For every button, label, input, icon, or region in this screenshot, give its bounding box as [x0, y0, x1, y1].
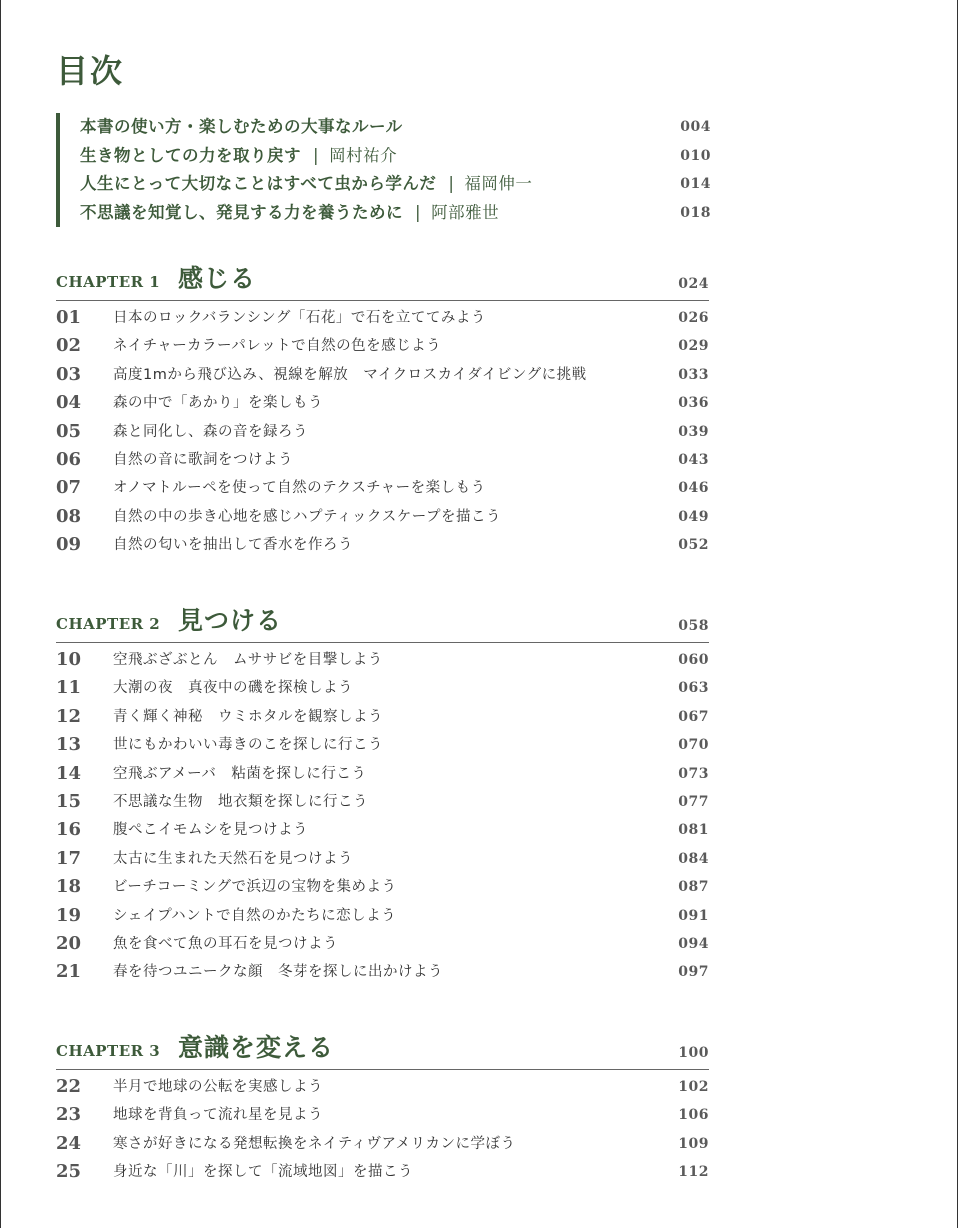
item-number: 14	[56, 762, 82, 784]
page-number: 102	[678, 1079, 709, 1095]
list-item	[56, 930, 709, 958]
chapter-items	[56, 1073, 709, 1187]
list-item	[56, 703, 709, 731]
item-title: 地球を背負って流れ星を見よう	[113, 1107, 323, 1124]
page-number: 109	[678, 1135, 709, 1152]
item-title: 日本のロックバランシング「石花」で石を立ててみよう	[113, 310, 486, 326]
intro-title: 生き物としての力を取り戻す | 岡村祐介	[80, 145, 398, 165]
intro-item	[80, 170, 711, 199]
item-number: 04	[56, 392, 82, 414]
item-title: 大潮の夜 真夜中の磯を探検しよう	[113, 680, 353, 697]
item-number: 21	[56, 961, 82, 983]
chapter-items	[56, 304, 709, 560]
item-title: 身近な「川」を探して「流域地図」を描こう	[113, 1164, 413, 1181]
page-number: 043	[678, 451, 709, 468]
list-item	[56, 1101, 709, 1129]
item-title: 不思議な生物 地衣類を探しに行こう	[113, 793, 368, 810]
item-title: オノマトルーペを使って自然のテクスチャーを楽しもう	[113, 480, 486, 497]
author-name: 阿部雅世	[431, 202, 500, 222]
list-item	[56, 332, 709, 360]
item-title: 空飛ぶアメーバ 粘菌を探しに行こう	[113, 765, 367, 782]
item-number: 20	[56, 932, 82, 954]
item-number: 05	[56, 420, 82, 442]
separator: |	[448, 174, 455, 193]
list-item	[56, 816, 709, 844]
item-number: 03	[56, 363, 82, 385]
intro-item	[80, 113, 711, 142]
item-number: 23	[56, 1104, 82, 1126]
list-item	[56, 1130, 709, 1158]
item-title: 青く輝く神秘 ウミホタルを観察しよう	[113, 708, 383, 725]
list-item	[56, 958, 709, 986]
page-number: 046	[678, 480, 709, 497]
list-item	[56, 389, 709, 417]
page-number: 097	[678, 964, 709, 981]
page-number: 106	[678, 1107, 709, 1124]
page-number: 091	[678, 907, 709, 924]
chapter-title: 見つける	[178, 606, 283, 635]
chapter-label: CHAPTER 2	[56, 615, 161, 633]
item-number: 17	[56, 847, 82, 869]
chapter-1	[56, 258, 709, 560]
item-number: 08	[56, 505, 82, 527]
chapter-title: 意識を変える	[178, 1033, 335, 1062]
chapter-label: CHAPTER 3	[56, 1042, 161, 1060]
item-title: 高度1mから飛び込み、視線を解放 マイクロスカイダイビングに挑戦	[113, 366, 587, 383]
item-title: 腹ぺこイモムシを見つけよう	[113, 822, 308, 839]
item-title: 自然の中の歩き心地を感じハプティックスケープを描こう	[113, 508, 501, 525]
list-item	[56, 304, 709, 332]
author-name: 岡村祐介	[329, 145, 398, 165]
page-number: 049	[678, 508, 709, 525]
page-number: 073	[678, 765, 709, 782]
page-number: 014	[680, 176, 711, 192]
separator: |	[313, 145, 320, 165]
item-title: 半月で地球の公転を実感しよう	[113, 1079, 323, 1095]
page-number: 087	[678, 879, 709, 896]
item-number: 10	[56, 649, 82, 670]
item-title: 春を待つユニークな顔 冬芽を探しに出かけよう	[113, 964, 443, 981]
page-number: 018	[680, 204, 711, 221]
separator: |	[415, 202, 422, 222]
item-number: 25	[56, 1161, 82, 1183]
item-number: 16	[56, 819, 82, 841]
page-number: 081	[678, 822, 709, 839]
item-number: 24	[56, 1132, 82, 1154]
list-item	[56, 1158, 709, 1186]
chapter-2	[56, 600, 709, 987]
chapter-label: CHAPTER 1	[56, 273, 161, 291]
item-number: 22	[56, 1076, 82, 1097]
chapter-title: 感じる	[178, 264, 257, 293]
item-number: 18	[56, 876, 82, 898]
list-item	[56, 361, 709, 389]
page-number: 084	[678, 850, 709, 867]
author-name: 福岡伸一	[464, 174, 533, 193]
chapter-items	[56, 646, 709, 987]
item-number: 06	[56, 448, 82, 470]
item-number: 11	[56, 677, 82, 699]
item-number: 07	[56, 477, 82, 499]
page-number: 077	[678, 793, 709, 810]
list-item	[56, 788, 709, 816]
intro-title: 人生にとって大切なことはすべて虫から学んだ | 福岡伸一	[80, 174, 533, 193]
item-title: 空飛ぶざぶとん ムササビを目撃しよう	[113, 652, 383, 668]
item-title: 森の中で「あかり」を楽しもう	[113, 395, 323, 412]
page-number: 004	[680, 119, 711, 135]
item-number: 19	[56, 904, 82, 926]
intro-title: 不思議を知覚し、発見する力を養うために | 阿部雅世	[80, 202, 500, 222]
page-title: 目次	[56, 52, 125, 90]
page-number: 039	[678, 423, 709, 440]
page-number: 094	[678, 935, 709, 952]
list-item	[56, 531, 709, 559]
list-item	[56, 845, 709, 873]
item-title: 自然の匂いを抽出して香水を作ろう	[113, 537, 353, 554]
item-title: 寒さが好きになる発想転換をネイティヴアメリカンに学ぼう	[113, 1135, 516, 1152]
item-number: 09	[56, 534, 82, 556]
list-item	[56, 474, 709, 502]
chapter-header	[56, 258, 709, 301]
intro-title: 本書の使い方・楽しむための大事なルール	[80, 117, 403, 136]
page-number: 052	[678, 537, 709, 554]
item-title: 魚を食べて魚の耳石を見つけよう	[113, 935, 338, 952]
list-item	[56, 760, 709, 788]
intro-item	[80, 199, 711, 228]
chapter-header	[56, 1027, 709, 1070]
list-item	[56, 674, 709, 702]
page-number: 026	[678, 310, 709, 326]
list-item	[56, 446, 709, 474]
page-number: 060	[678, 652, 709, 668]
page-number: 029	[678, 338, 709, 355]
intro-section	[56, 113, 711, 227]
item-title: 世にもかわいい毒きのこを探しに行こう	[113, 737, 383, 754]
page-number: 070	[678, 737, 709, 754]
list-item	[56, 873, 709, 901]
item-title: 自然の音に歌詞をつけよう	[113, 451, 293, 468]
item-title: ビーチコーミングで浜辺の宝物を集めよう	[113, 879, 397, 896]
item-number: 12	[56, 705, 82, 727]
item-number: 01	[56, 307, 82, 328]
item-title: 太古に生まれた天然石を見つけよう	[113, 850, 353, 867]
list-item	[56, 418, 709, 446]
list-item	[56, 503, 709, 531]
item-title: 森と同化し、森の音を録ろう	[113, 423, 308, 440]
list-item	[56, 1073, 709, 1101]
page-number: 067	[678, 708, 709, 725]
item-number: 02	[56, 335, 82, 357]
page-number: 033	[678, 366, 709, 383]
item-title: シェイプハントで自然のかたちに恋しよう	[113, 907, 397, 924]
item-number: 13	[56, 734, 82, 756]
page-number: 058	[678, 618, 709, 634]
list-item	[56, 902, 709, 930]
page-number: 024	[678, 276, 709, 292]
page-number: 100	[678, 1045, 709, 1061]
page-number: 010	[680, 147, 711, 164]
page-number: 063	[678, 680, 709, 697]
intro-item	[80, 142, 711, 171]
page-number: 112	[678, 1164, 709, 1181]
list-item	[56, 646, 709, 674]
item-title: ネイチャーカラーパレットで自然の色を感じよう	[113, 338, 442, 355]
item-number: 15	[56, 790, 82, 812]
chapter-3	[56, 1027, 709, 1187]
chapter-header	[56, 600, 709, 643]
page-number: 036	[678, 395, 709, 412]
list-item	[56, 731, 709, 759]
